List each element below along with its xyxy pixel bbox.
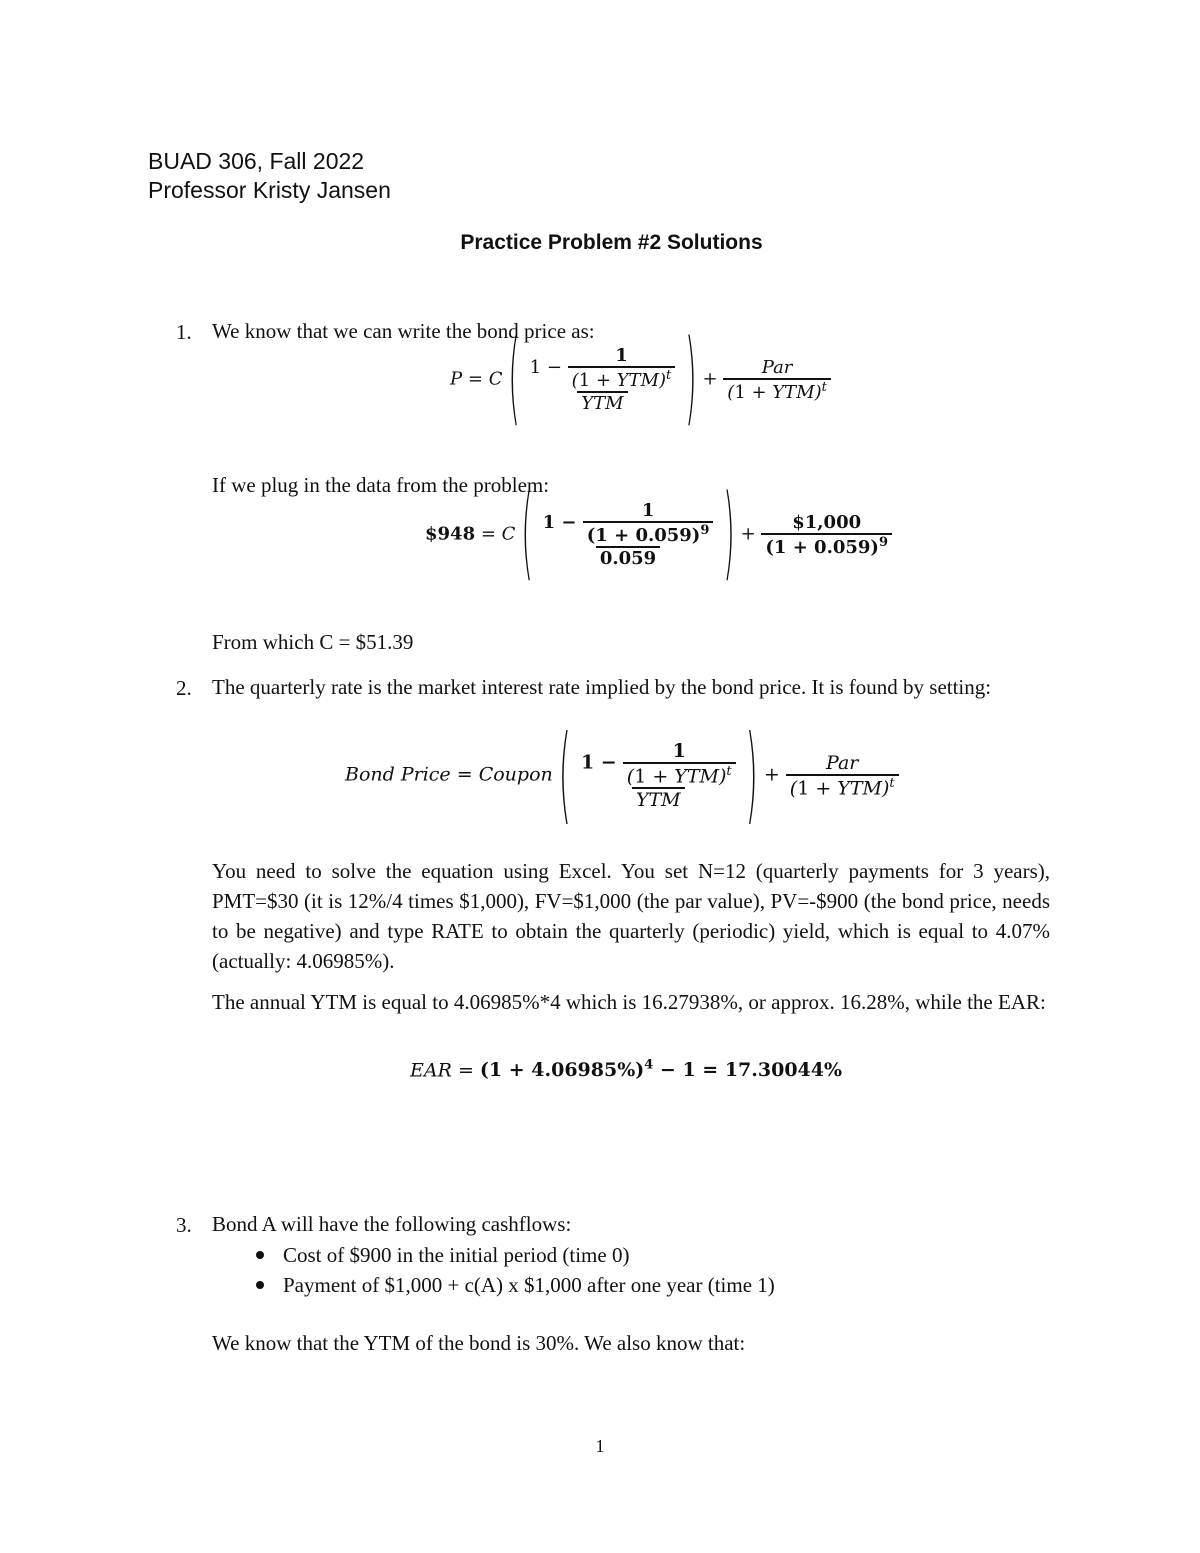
course-header: BUAD 306, Fall 2022 xyxy=(148,148,365,174)
list-item: Payment of $1,000 + c(A) x $1,000 after one year (time 1) xyxy=(283,1270,1043,1300)
bond-price-coupon-formula: Bond Price = Coupon ( 1 − $\frac{1}{(1 + YTM)^t}$ YTM ) + $\frac{\text{Par}}{(1 + YTM)^t}$ xyxy=(345,740,899,811)
problem-1-result: From which C = $51.39 xyxy=(212,630,414,654)
plugged-formula: $948 = C ( 1 − $\frac{1}{(1 + 0.059)^9}$ 0.059 ) + $\frac{\$1,000}{(1 + 0.059)^9}$ xyxy=(425,500,892,569)
professor-name: Professor Kristy Jansen xyxy=(148,177,391,203)
problem-1-number: 1. xyxy=(176,320,192,344)
problem-2-intro: The quarterly rate is the market interest rate implied by the bond price. It is found by setting: xyxy=(212,675,992,699)
bullet-icon xyxy=(256,1251,264,1259)
problem-2-number: 2. xyxy=(176,676,192,700)
page-title: Practice Problem #2 Solutions xyxy=(460,231,763,254)
ear-formula: EAR = $(1 + 4.06985\%)^4 - 1 = 17.30044\%$ xyxy=(410,1058,843,1082)
annual-ytm-text: The annual YTM is equal to 4.06985%*4 which is 16.27938%, or approx. 16.28%, while the EAR: xyxy=(212,990,1046,1014)
problem-1-intro: We know that we can write the bond price as: xyxy=(212,319,595,343)
problem-3-number: 3. xyxy=(176,1213,192,1237)
excel-instructions: You need to solve the equation using Excel. You set N=12 (quarterly payments for 3 years), PMT=$30 (it is 12%/4 times $1,000), FV=$1,000 (the par value), PV=-$900 (the bond price, needs to be negative) and type RATE to obtain the quarterly (periodic) yield, which is equal to 4.07% (actually: 4.06985%). xyxy=(212,859,1050,973)
page-number: 1 xyxy=(595,1436,605,1456)
bond-price-formula: P = C ( 1 − $\frac{1}{(1 + YTM)^t}$ YTM ) + $\frac{\text{Par}}{(1 + YTM)^t}$ xyxy=(450,345,831,414)
ytm-text: We know that the YTM of the bond is 30%. We also know that: xyxy=(212,1331,746,1355)
bullet-icon xyxy=(256,1281,264,1289)
list-item: Cost of $900 in the initial period (time 0) xyxy=(283,1240,1043,1270)
problem-3-intro: Bond A will have the following cashflows: xyxy=(212,1212,572,1236)
plug-in-text: If we plug in the data from the problem: xyxy=(212,473,550,497)
cashflow-list xyxy=(283,1240,1043,1300)
